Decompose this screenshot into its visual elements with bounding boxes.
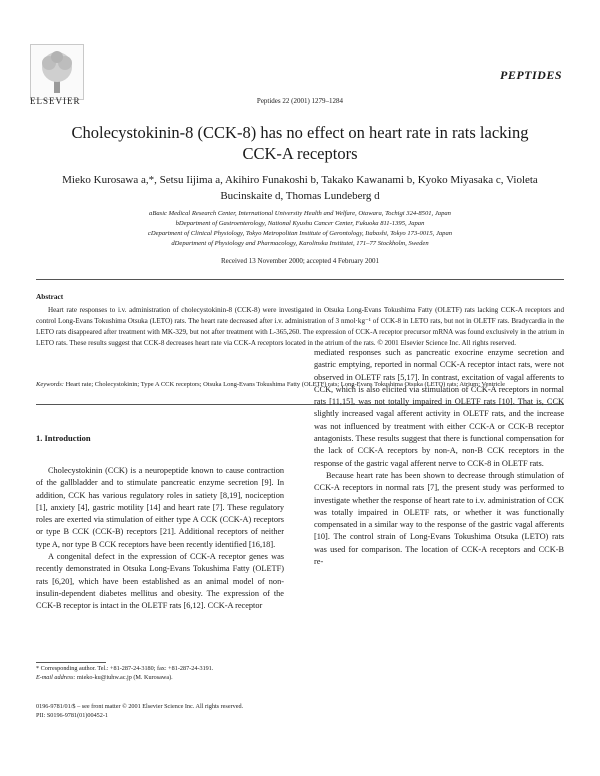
abstract-heading: Abstract (36, 292, 64, 301)
copyright-footer (36, 702, 243, 720)
affiliation-c: cDepartment of Clinical Physiology, Tokyo Metropolitan Institute of Gerontology, Itabashi, Tokyo 173-0015, Japan (147, 230, 453, 237)
front-matter-line: 0196-9781/01/$ – see front matter © 2001 Elsevier Science Inc. All rights reserved. (36, 703, 244, 710)
affiliation-d: dDepartment of Physiology and Pharmacology, Karolinska Institutet, 171–77 Stockholm, Sweden (171, 240, 429, 247)
pii-line: PII: S0196-9781(01)00452-1 (36, 712, 109, 719)
left-column (36, 465, 284, 613)
tree-logo-icon (31, 45, 83, 99)
email-address[interactable]: mieko-ku@iuhw.ac.jp (M. Kurosawa). (77, 674, 173, 681)
abstract-text: Heart rate responses to i.v. administration of cholecystokinin-8 (CCK-8) were investigated in Otsuka Long-Evans Tokushima Fatty (OLETF) rats lacking CCK-A receptors and control Long-Evans Tokushima Otsuka (LETO) rats. The heart rate decreased after i.v. administration of 3 nmol·kg⁻¹ of CCK-8 in LETO rats, but not in OLETF rats. Bradycardia in the LETO rats disappeared after treatment with MK-329, but not after treatment with L-365,260. The expression of CCK-A receptor precursor mRNA was found exclusively in the atrium in LETO rats. These results suggest that CCK-8 decreases heart rate via CCK-A receptors located in the atrium of the rats. © 2001 Elsevier Science Inc. All rights reserved. (36, 306, 564, 347)
right-column (314, 347, 564, 568)
logo-text: ELSEVIER (30, 96, 81, 106)
keywords-list: Heart rate; Cholecystokinin; Type A CCK receptors; Otsuka Long-Evans Tokushima Fatty (OLETF) rats; Long-Evans Tokushima Otsuka (LETO) rats; Atrium; Ventricle (65, 381, 505, 388)
author-list: Mieko Kurosawa a,*, Setsu Iijima a, Akihiro Funakoshi b, Takako Kawanami b, Kyoko Miyasaka c, Violeta Bucinskaite d, Thomas Lundeberg d (62, 174, 538, 202)
footnote-rule (36, 662, 106, 663)
email-label: E-mail address: (36, 674, 76, 681)
section-heading: 1. Introduction (36, 433, 91, 443)
footnote (36, 664, 284, 682)
affiliations (40, 209, 560, 249)
article-title: Cholecystokinin-8 (CCK-8) has no effect on heart rate in rats lacking CCK-A receptors (71, 123, 529, 163)
right-paragraph-2: Because heart rate has been shown to decrease through stimulation of CCK-A receptors in normal rats [7], the present study was performed to investigate whether the response of heart rate to i.v. administration of CCK was totally impaired in OLETF rats, or whether it was functionally compensated in a similar way to the response of the gastric vagal afferents [10]. The control strain of Long-Evans Tokushima Otsuka (LETO) rats was used for comparison. The location of CCK-A receptors and CCK-B re- (314, 470, 564, 567)
affiliation-b: bDepartment of Gastroenterology, National Kyushu Cancer Center, Fukuoka 811-1395, Japan (175, 220, 425, 227)
journal-name: PEPTIDES (499, 68, 562, 82)
received-dates: Received 13 November 2000; accepted 4 February 2001 (220, 257, 380, 265)
email-line (36, 673, 284, 682)
intro-paragraph-2: A congenital defect in the expression of CCK-A receptor genes was recently demonstrated in Otsuka Long-Evans Tokushima Fatty (OLETF) rats [6,20], which have been established as an animal model of non-insulin-dependent diabetes mellitus and obesity. The expression of the CCK-B receptor is intact in the OLETF rats [6,12]. CCK-A receptor (36, 552, 284, 611)
right-paragraph-1: mediated responses such as pancreatic exocrine enzyme secretion and gastric emptying, reported in normal CCK-A receptor intact rats, were not observed in OLETF rats [5,17]. In contrast, excitation of vagal afferents to CCK, which is also elicited via stimulation of CCK-A receptors in normal rats [11,15], was not totally impaired in OLETF rats [10]. That is, CCK slightly increased vagal afferent activity in OLETF rats, and the increase was not influenced by treatment with either CCK-A or CCK-B receptor antagonists. These results suggest that there is functional compensation for the lack of CCK-A receptors by non-A, non-B CCK receptors in the response of the gastric vagal afferent nerve to CCK-8 in OLETF rats. (314, 348, 564, 468)
keywords-label: Keywords: (36, 381, 64, 388)
intro-paragraph-1: Cholecystokinin (CCK) is a neuropeptide known to cause contraction of the gallbladder and to stimulate pancreatic enzyme secretion [9]. In addition, CCK has various regulatory roles in satiety [8,19], nociception [1], anxiety [4], gastric motility [14] and heart rate [7]. These regulatory roles are exerted via stimulation of either type A CCK (CCK-A) receptors or type B CCK (CCK-B) receptors [21]. Additional receptors of neither type A, nor type B CCK receptors have been recently identified [16,18]. (36, 466, 284, 549)
divider-top (36, 279, 564, 280)
affiliation-a: aBasic Medical Research Center, International University Health and Welfare, Otawara, Tochigi 324-8501, Japan (149, 210, 451, 217)
publisher-logo (30, 44, 84, 100)
journal-citation: Peptides 22 (2001) 1279–1284 (256, 97, 344, 105)
corresponding-author: * Corresponding author. Tel.: +81-287-24-3180; fax: +81-287-24-3191. (36, 665, 214, 672)
